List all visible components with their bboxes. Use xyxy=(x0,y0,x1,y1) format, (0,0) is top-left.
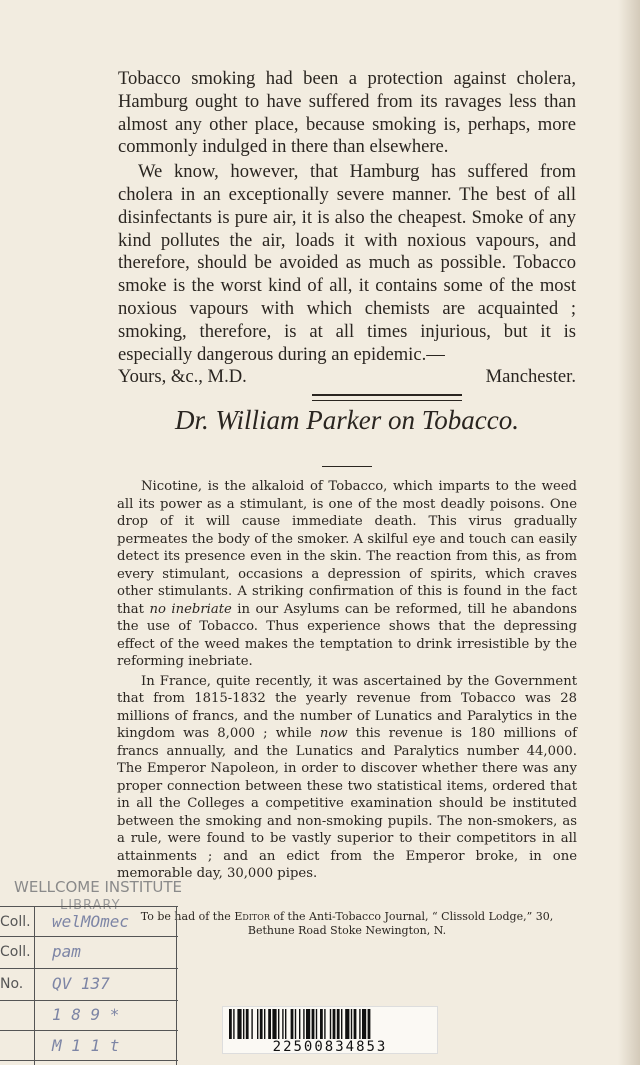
label-value: pam xyxy=(52,942,81,961)
footnote-text-b: of the Anti-Tobacco Journal, “ Clissold Lodge,” 30, Bethune Road Stoke Newington, N. xyxy=(247,910,554,937)
barcode-bar xyxy=(299,1009,300,1039)
label-rule xyxy=(0,906,178,907)
label-value: 1 8 9 * xyxy=(52,1005,120,1024)
barcode-bars xyxy=(229,1009,431,1039)
p2-emphasis: now xyxy=(319,726,348,741)
article-body xyxy=(117,478,577,883)
barcode-bar xyxy=(359,1009,360,1039)
signoff-name: Yours, &c., M.D. xyxy=(118,366,247,388)
article-paragraph-1 xyxy=(117,478,577,671)
label-rule xyxy=(0,1000,178,1001)
label-value: QV 137 xyxy=(52,974,110,993)
barcode-bar xyxy=(295,1009,296,1039)
barcode-bar xyxy=(316,1009,317,1039)
letter-paragraph-1: Tobacco smoking had been a protection against cholera, Hamburg ought to have suffered from its ravages less than almost any other place, because smoking is, perhaps, more commonly indulged in there than elsewhere. xyxy=(118,68,576,158)
p1-text-a: Nicotine, is the alkaloid of Tobacco, which imparts to the weed all its power as a stimulant, is one of the most deadly poisons. One drop of it will cause immediate death. This virus gradually permeates the body of the smoker. A skilful eye and touch can easily detect its presence even in the skin. The reaction from this, as from every stimulant, occasions a depression of spirits, which craves other stimulants. A striking confirmation of this is found in the fact that xyxy=(117,479,577,617)
barcode-bar xyxy=(229,1009,232,1039)
label-rule xyxy=(0,1060,178,1061)
barcode-bar xyxy=(303,1009,304,1039)
barcode-bar xyxy=(351,1009,352,1039)
article-heading: Dr. William Parker on Tobacco. xyxy=(175,405,519,435)
barcode-bar xyxy=(291,1009,294,1039)
barcode-bar xyxy=(237,1009,241,1039)
barcode-bar xyxy=(272,1009,276,1039)
barcode-bar xyxy=(246,1009,249,1039)
barcode-bar xyxy=(362,1009,366,1039)
publisher-footnote xyxy=(117,910,577,938)
label-value: welMOmec xyxy=(52,912,130,931)
barcode-bar xyxy=(354,1009,357,1039)
footnote-editor: Editor xyxy=(234,910,270,923)
barcode-bar xyxy=(368,1009,371,1039)
barcode-bar xyxy=(285,1009,286,1039)
barcode-bar xyxy=(278,1009,279,1039)
barcode-bar xyxy=(324,1009,325,1039)
footnote-text-a: To be had of the xyxy=(140,910,231,923)
label-key: No. xyxy=(0,976,24,992)
page-edge-shadow xyxy=(618,0,640,1065)
p1-text-b: in our Asylums can be reformed, till he abandons the use of Tobacco. Thus experience shows that the depressing effect of the weed makes the temptation to drink irresistible by the reforming inebriate. xyxy=(117,601,577,669)
barcode xyxy=(222,1006,438,1054)
signoff-place: Manchester. xyxy=(485,366,576,388)
barcode-bar xyxy=(257,1009,258,1039)
letter-text xyxy=(118,68,576,389)
barcode-bar xyxy=(243,1009,244,1039)
label-rule xyxy=(0,1030,178,1031)
barcode-bar xyxy=(233,1009,234,1039)
letter-signoff xyxy=(118,366,576,389)
label-rule xyxy=(0,936,178,937)
p1-emphasis: no inebriate xyxy=(149,601,232,617)
barcode-bar xyxy=(268,1009,271,1039)
barcode-bar xyxy=(337,1009,340,1039)
section-divider xyxy=(312,394,462,401)
barcode-bar xyxy=(330,1009,331,1039)
barcode-number: 22500834853 xyxy=(272,1039,388,1055)
label-rule xyxy=(0,968,178,969)
p2-text-a: In France, quite recently, it was ascertained by the Government that from 1815-1832 the yearly revenue from Tobacco was 28 millions of francs, and the number of Lunatics and Paralytics in the kingdom was 8,000 ; while xyxy=(117,673,577,741)
label-divider xyxy=(176,906,177,1065)
barcode-bar xyxy=(306,1009,310,1039)
article-paragraph-2 xyxy=(117,673,577,883)
barcode-bar xyxy=(264,1009,265,1039)
label-key: Coll. xyxy=(0,944,31,960)
barcode-bar xyxy=(312,1009,315,1039)
barcode-bar xyxy=(333,1009,336,1039)
barcode-bar xyxy=(251,1009,252,1039)
barcode-bar xyxy=(345,1009,349,1039)
letter-paragraph-2: We know, however, that Hamburg has suffered from cholera in an exceptionally severe manner. The best of all disinfectants is pure air, it is also the cheapest. Smoke of any kind pollutes the air, loads it with noxious vapours, and therefore, should be avoided as much as possible. Tobacco smoke is the worst kind of all, it contains some of the most noxious vapours with which chemists are acquainted ; smoking, therefore, is at all times injurious, but it is especially dangerous during an epidemic.— xyxy=(118,161,576,365)
barcode-bar xyxy=(341,1009,342,1039)
barcode-bar xyxy=(282,1009,283,1039)
barcode-bar xyxy=(320,1009,323,1039)
label-key: Coll. xyxy=(0,914,31,930)
library-stamp-sub: LIBRARY xyxy=(60,898,121,913)
barcode-bar xyxy=(260,1009,263,1039)
p2-text-b: this revenue is 180 millions of francs annually, and the Lunatics and Paralytics number 44,000. The Emperor Napoleon, in order to discover whether there was any proper connection between these two statistical items, ordered that in all the Colleges a competitive examination should be instituted between the smoking and non-smoking pupils. The non-smokers, as a rule, were found to be vastly superior to their competitors in all attainments ; and an edict from the Emperor broke, in one memorable day, 30,000 pipes. xyxy=(117,726,577,881)
library-stamp: WELLCOME INSTITUTE xyxy=(14,878,183,896)
heading-underline xyxy=(322,466,372,467)
label-divider xyxy=(34,906,35,1065)
label-value: M 1 1 t xyxy=(52,1036,120,1055)
